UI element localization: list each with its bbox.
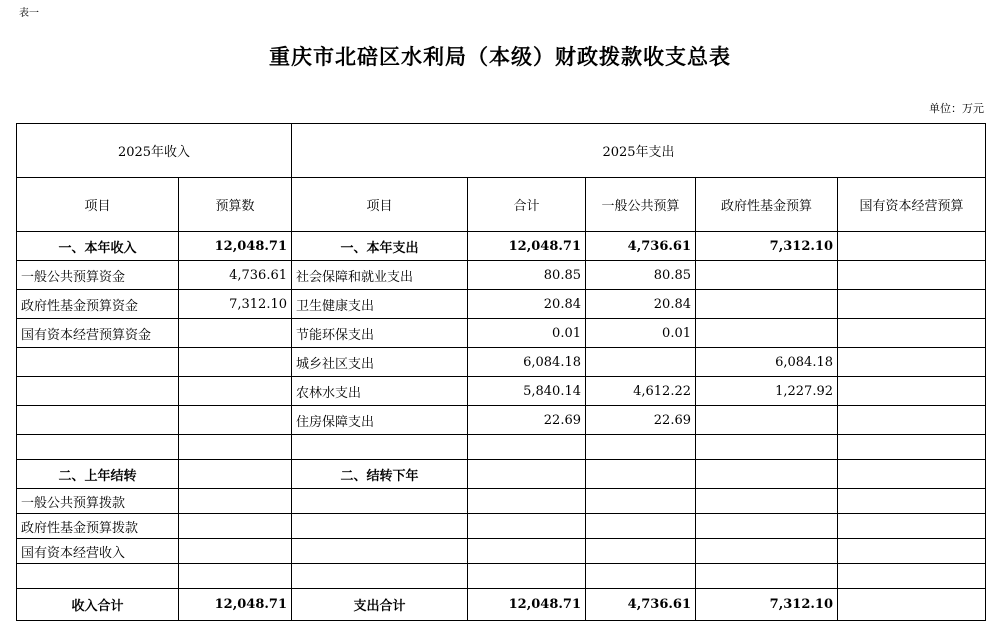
fund-value-cell bbox=[696, 406, 838, 435]
income-item-cell: 国有资本经营预算资金 bbox=[17, 319, 179, 348]
expense-item-cell: 农林水支出 bbox=[292, 377, 468, 406]
fund-value-cell: 7,312.10 bbox=[696, 232, 838, 261]
table-row bbox=[17, 460, 986, 489]
expense-item-cell: 城乡社区支出 bbox=[292, 348, 468, 377]
total-value-cell: 12,048.71 bbox=[468, 232, 586, 261]
general-value-cell: 22.69 bbox=[586, 406, 696, 435]
total-income-item-cell: 收入合计 bbox=[17, 589, 179, 621]
income-item-cell bbox=[17, 377, 179, 406]
income-group-header: 2025年收入 bbox=[17, 124, 292, 178]
income-item-cell: 政府性基金预算拨款 bbox=[17, 514, 179, 539]
expense-item-header: 项目 bbox=[292, 178, 468, 232]
page-title: 重庆市北碚区水利局（本级）财政拨款收支总表 bbox=[269, 44, 731, 69]
table-row bbox=[17, 539, 986, 564]
fund-value-cell bbox=[696, 514, 838, 539]
state-value-cell bbox=[838, 232, 986, 261]
total-value-cell bbox=[468, 564, 586, 589]
total-income-value-cell: 12,048.71 bbox=[179, 589, 292, 621]
income-value-cell: 4,736.61 bbox=[179, 261, 292, 290]
state-value-cell bbox=[838, 564, 986, 589]
general-value-cell: 0.01 bbox=[586, 319, 696, 348]
state-value-cell bbox=[838, 348, 986, 377]
expense-item-cell: 一、本年支出 bbox=[292, 232, 468, 261]
fund-value-cell: 6,084.18 bbox=[696, 348, 838, 377]
income-item-cell bbox=[17, 435, 179, 460]
table-number-tag: 表一 bbox=[19, 8, 39, 19]
income-value-cell bbox=[179, 514, 292, 539]
fund-budget-header: 政府性基金预算 bbox=[696, 178, 838, 232]
general-value-cell: 4,612.22 bbox=[586, 377, 696, 406]
expense-item-cell bbox=[292, 539, 468, 564]
table-row bbox=[17, 261, 986, 290]
expense-item-cell: 住房保障支出 bbox=[292, 406, 468, 435]
expense-item-cell bbox=[292, 564, 468, 589]
fund-value-cell bbox=[696, 435, 838, 460]
total-state-value-cell bbox=[838, 589, 986, 621]
general-value-cell bbox=[586, 435, 696, 460]
general-value-cell bbox=[586, 539, 696, 564]
income-item-cell: 一般公共预算拨款 bbox=[17, 489, 179, 514]
income-item-cell bbox=[17, 406, 179, 435]
general-value-cell: 80.85 bbox=[586, 261, 696, 290]
budget-summary-table bbox=[16, 123, 986, 621]
state-value-cell bbox=[838, 489, 986, 514]
expense-item-cell: 卫生健康支出 bbox=[292, 290, 468, 319]
table-row bbox=[17, 435, 986, 460]
state-value-cell bbox=[838, 377, 986, 406]
fund-value-cell bbox=[696, 319, 838, 348]
fund-value-cell bbox=[696, 489, 838, 514]
table-row bbox=[17, 348, 986, 377]
unit-label: 单位：万元 bbox=[929, 102, 984, 115]
total-header: 合计 bbox=[468, 178, 586, 232]
expense-item-cell bbox=[292, 514, 468, 539]
income-value-cell bbox=[179, 377, 292, 406]
total-value-cell: 6,084.18 bbox=[468, 348, 586, 377]
expense-item-cell: 二、结转下年 bbox=[292, 460, 468, 489]
income-value-cell: 7,312.10 bbox=[179, 290, 292, 319]
expense-item-cell: 节能环保支出 bbox=[292, 319, 468, 348]
income-value-cell bbox=[179, 348, 292, 377]
state-value-cell bbox=[838, 319, 986, 348]
income-item-cell bbox=[17, 564, 179, 589]
fund-value-cell bbox=[696, 564, 838, 589]
general-value-cell bbox=[586, 514, 696, 539]
table-row bbox=[17, 489, 986, 514]
table-row bbox=[17, 319, 986, 348]
income-value-cell bbox=[179, 564, 292, 589]
header-row-groups bbox=[17, 124, 986, 178]
income-item-header: 项目 bbox=[17, 178, 179, 232]
income-item-cell: 国有资本经营收入 bbox=[17, 539, 179, 564]
state-value-cell bbox=[838, 460, 986, 489]
header-row-columns bbox=[17, 178, 986, 232]
total-value-cell: 5,840.14 bbox=[468, 377, 586, 406]
total-value-cell bbox=[468, 489, 586, 514]
income-value-cell bbox=[179, 489, 292, 514]
income-value-cell bbox=[179, 319, 292, 348]
total-total-value-cell: 12,048.71 bbox=[468, 589, 586, 621]
state-value-cell bbox=[838, 290, 986, 319]
income-value-cell: 12,048.71 bbox=[179, 232, 292, 261]
table-row bbox=[17, 514, 986, 539]
expense-item-cell bbox=[292, 435, 468, 460]
income-value-cell bbox=[179, 435, 292, 460]
table-row bbox=[17, 377, 986, 406]
totals-row bbox=[17, 589, 986, 621]
table-row bbox=[17, 564, 986, 589]
table-row bbox=[17, 290, 986, 319]
state-capital-header: 国有资本经营预算 bbox=[838, 178, 986, 232]
state-value-cell bbox=[838, 261, 986, 290]
total-value-cell: 80.85 bbox=[468, 261, 586, 290]
expense-group-header: 2025年支出 bbox=[292, 124, 986, 178]
general-value-cell bbox=[586, 460, 696, 489]
total-value-cell: 22.69 bbox=[468, 406, 586, 435]
total-value-cell: 0.01 bbox=[468, 319, 586, 348]
expense-item-cell: 社会保障和就业支出 bbox=[292, 261, 468, 290]
general-value-cell: 4,736.61 bbox=[586, 232, 696, 261]
table-row bbox=[17, 406, 986, 435]
income-item-cell: 二、上年结转 bbox=[17, 460, 179, 489]
table-row bbox=[17, 232, 986, 261]
income-item-cell: 一般公共预算资金 bbox=[17, 261, 179, 290]
total-value-cell bbox=[468, 539, 586, 564]
total-value-cell bbox=[468, 460, 586, 489]
state-value-cell bbox=[838, 514, 986, 539]
state-value-cell bbox=[838, 435, 986, 460]
income-budget-header: 预算数 bbox=[179, 178, 292, 232]
income-item-cell: 政府性基金预算资金 bbox=[17, 290, 179, 319]
total-fund-value-cell: 7,312.10 bbox=[696, 589, 838, 621]
general-value-cell bbox=[586, 348, 696, 377]
fund-value-cell bbox=[696, 539, 838, 564]
total-value-cell bbox=[468, 435, 586, 460]
fund-value-cell: 1,227.92 bbox=[696, 377, 838, 406]
income-value-cell bbox=[179, 406, 292, 435]
fund-value-cell bbox=[696, 460, 838, 489]
total-value-cell: 20.84 bbox=[468, 290, 586, 319]
income-value-cell bbox=[179, 539, 292, 564]
total-general-value-cell: 4,736.61 bbox=[586, 589, 696, 621]
income-value-cell bbox=[179, 460, 292, 489]
general-value-cell bbox=[586, 489, 696, 514]
state-value-cell bbox=[838, 406, 986, 435]
general-budget-header: 一般公共预算 bbox=[586, 178, 696, 232]
income-item-cell: 一、本年收入 bbox=[17, 232, 179, 261]
fund-value-cell bbox=[696, 261, 838, 290]
total-expense-item-cell: 支出合计 bbox=[292, 589, 468, 621]
state-value-cell bbox=[838, 539, 986, 564]
fund-value-cell bbox=[696, 290, 838, 319]
income-item-cell bbox=[17, 348, 179, 377]
total-value-cell bbox=[468, 514, 586, 539]
general-value-cell bbox=[586, 564, 696, 589]
general-value-cell: 20.84 bbox=[586, 290, 696, 319]
expense-item-cell bbox=[292, 489, 468, 514]
